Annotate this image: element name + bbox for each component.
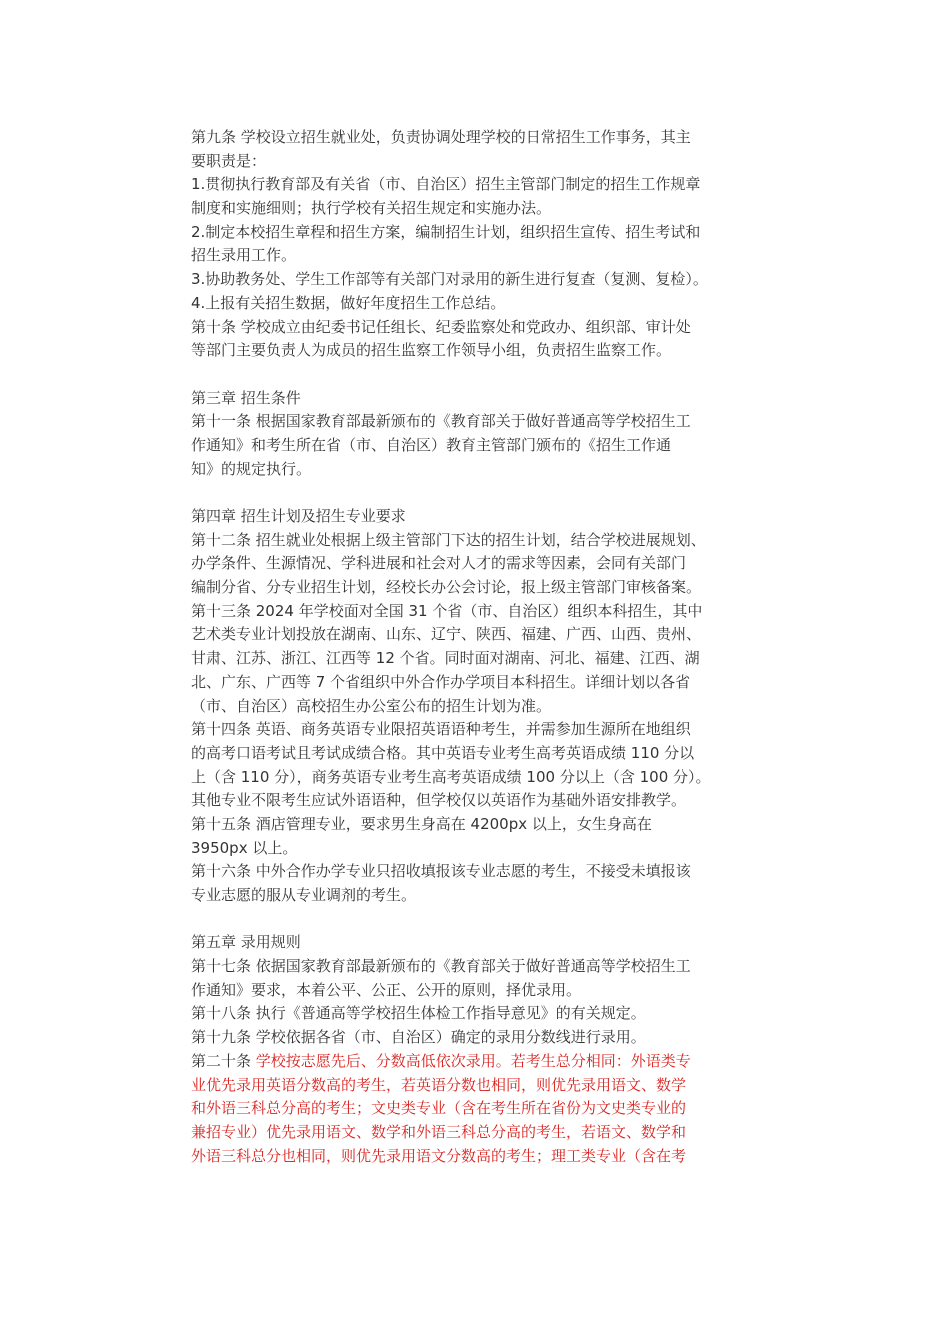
text-line: [191, 316, 771, 340]
line-text: 编制分省、分专业招生计划，经校长办公会讨论，报上级主管部门审核备案。: [191, 578, 702, 597]
line-text: 第十一条 根据国家教育部最新颁布的《教育部关于做好普通高等学校招生工: [191, 412, 691, 431]
line-text: 作通知》要求，本着公平、公正、公开的原则，择优录用。: [191, 980, 582, 999]
line-text: 北、广东、广西等 7 个省组织中外合作办学项目本科招生。详细计划以各省: [191, 672, 691, 691]
line-text: 第十七条 依据国家教育部最新颁布的《教育部关于做好普通高等学校招生工: [191, 957, 691, 976]
text-line: [191, 221, 771, 245]
line-text: 第五章 录用规则: [191, 933, 301, 952]
line-text: 第十条 学校成立由纪委书记任组长、纪委监察处和党政办、组织部、审计处: [191, 317, 691, 336]
text-line: [191, 339, 771, 363]
blank-line: [191, 363, 771, 387]
line-text: （市、自治区）高校招生办公室公布的招生计划为准。: [191, 696, 552, 715]
line-text: 1.贯彻执行教育部及有关省（市、自治区）招生主管部门制定的招生工作规章: [191, 175, 701, 194]
text-line: [191, 292, 771, 316]
highlighted-text: 外语三科总分也相同，则优先录用语文分数高的考生；理工类专业（含在考: [191, 1146, 687, 1165]
line-text: 第十九条 学校依据各省（市、自治区）确定的录用分数线进行录用。: [191, 1028, 646, 1047]
line-text: 第十五条 酒店管理专业，要求男生身高在 4200px 以上，女生身高在: [191, 814, 652, 833]
text-line: [191, 671, 771, 695]
line-text: 专业志愿的服从专业调剂的考生。: [191, 886, 417, 904]
text-line: [191, 647, 771, 671]
line-text: 第十四条 英语、商务英语专业限招英语语种考生，并需参加生源所在地组织: [191, 720, 691, 739]
line-text: 等部门主要负责人为成员的招生监察工作领导小组，负责招生监察工作。: [191, 341, 672, 360]
text-line: [191, 860, 771, 884]
text-line: [191, 837, 771, 861]
line-text: 制度和实施细则；执行学校有关招生规定和实施办法。: [191, 199, 552, 218]
text-line: [191, 173, 771, 197]
line-text: 第十三条 2024 年学校面对全国 31 个省（市、自治区）组织本科招生，其中: [191, 601, 703, 620]
line-text: 第十二条 招生就业处根据上级主管部门下达的招生计划，结合学校进展规划、: [191, 530, 706, 549]
line-text: 第九条 学校设立招生就业处，负责协调处理学校的日常招生工作事务，其主: [191, 128, 691, 146]
text-line: [191, 695, 771, 719]
text-line: [191, 268, 771, 292]
line-text: 要职责是：: [191, 151, 267, 170]
text-line: [191, 529, 771, 553]
blank-line: [191, 908, 771, 932]
line-text: 的高考口语考试且考试成绩合格。其中英语专业考生高考英语成绩 110 分以: [191, 743, 695, 762]
highlighted-text: 学校按志愿先后、分数高低依次录用。若考生总分相同：外语类专: [255, 1051, 691, 1070]
text-line: [191, 718, 771, 742]
text-line: [191, 126, 771, 150]
text-line: [191, 458, 771, 482]
line-text: 办学条件、生源情况、学科进展和社会对人才的需求等因素，会同有关部门: [191, 554, 687, 573]
text-line: [191, 979, 771, 1003]
line-text: 3.协助教务处、学生工作部等有关部门对录用的新生进行复查（复测、复检）。: [191, 270, 708, 289]
text-line: [191, 1002, 771, 1026]
text-line: [191, 150, 771, 174]
blank-line: [191, 481, 771, 505]
line-text: 甘肃、江苏、浙江、江西等 12 个省。同时面对湖南、河北、福建、江西、湖: [191, 649, 700, 668]
line-text: 2.制定本校招生章程和招生方案，编制招生计划，组织招生宣传、招生考试和: [191, 222, 701, 241]
text-line: [191, 813, 771, 837]
text-line: [191, 552, 771, 576]
line-text: 第十八条 执行《普通高等学校招生体检工作指导意见》的有关规定。: [191, 1004, 646, 1023]
text-line: [191, 742, 771, 766]
highlighted-text: 兼招专业）优先录用语文、数学和外语三科总分高的考生，若语文、数学和: [191, 1122, 687, 1141]
text-line: [191, 1074, 771, 1098]
text-line: [191, 600, 771, 624]
text-line: [191, 1121, 771, 1145]
highlighted-text: 和外语三科总分高的考生；文史类专业（含在考生所在省份为文史类专业的: [191, 1099, 687, 1118]
text-line: [191, 623, 771, 647]
text-line: [191, 1026, 771, 1050]
line-text: 第三章 招生条件: [191, 388, 301, 407]
text-line: [191, 434, 771, 458]
line-text: 其他专业不限考生应试外语语种，但学校仅以英语作为基础外语安排教学。: [191, 791, 687, 810]
document-body: [191, 126, 771, 1168]
line-text: 第四章 招生计划及招生专业要求: [191, 507, 406, 525]
line-text: 第十六条 中外合作办学专业只招收填报该专业志愿的考生，不接受未填报该: [191, 862, 691, 881]
line-text: 上（含 110 分），商务英语专业考生高考英语成绩 100 分以上（含 100 分）。: [191, 767, 711, 786]
text-line: [191, 244, 771, 268]
line-text: 3950px 以上。: [191, 838, 298, 857]
line-text: 知》的规定执行。: [191, 459, 312, 478]
text-line: [191, 1097, 771, 1121]
line-text: 艺术类专业计划投放在湖南、山东、辽宁、陕西、福建、广西、山西、贵州、: [191, 625, 702, 644]
line-text: 作通知》和考生所在省（市、自治区）教育主管部门颁布的《招生工作通: [191, 435, 672, 454]
text-line: [191, 931, 771, 955]
line-text: 4.上报有关招生数据，做好年度招生工作总结。: [191, 293, 506, 312]
article-label: 第二十条: [191, 1051, 256, 1070]
highlighted-text: 业优先录用英语分数高的考生，若英语分数也相同，则优先录用语文、数学: [191, 1075, 687, 1094]
text-line: [191, 955, 771, 979]
text-line: [191, 576, 771, 600]
text-line: [191, 387, 771, 411]
text-line: [191, 766, 771, 790]
text-line: [191, 789, 771, 813]
text-line: [191, 1145, 771, 1169]
line-text: 招生录用工作。: [191, 246, 297, 265]
text-line: [191, 197, 771, 221]
text-line: [191, 1050, 771, 1074]
text-line: [191, 410, 771, 434]
text-line: [191, 505, 771, 529]
text-line: [191, 884, 771, 908]
